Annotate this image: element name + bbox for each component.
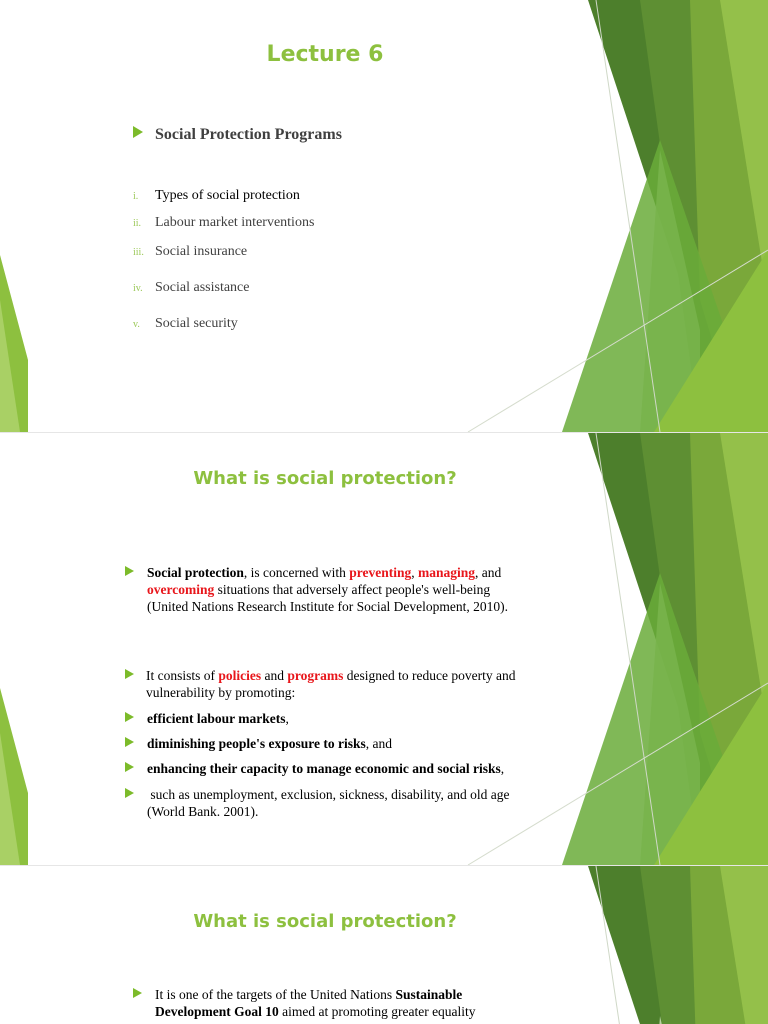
slide-2 bbox=[0, 433, 768, 865]
text: It is one of the targets of the United Nations bbox=[155, 987, 396, 1002]
list-item-label: Labour market interventions bbox=[155, 215, 315, 230]
bullet-arrow-icon bbox=[125, 762, 134, 772]
text: , is concerned with bbox=[243, 565, 350, 580]
highlight: policies bbox=[218, 668, 262, 683]
list-item-number: i. bbox=[133, 191, 139, 202]
bullet-arrow-icon bbox=[133, 988, 142, 998]
highlight: programs bbox=[287, 668, 344, 683]
text: designed to reduce poverty and vulnerability by promoting: bbox=[146, 668, 516, 700]
section-heading-text: Social Protection Programs bbox=[155, 126, 342, 143]
text: , bbox=[411, 565, 418, 580]
bullet-item bbox=[133, 986, 513, 1020]
text: situations that adversely affect people's well-being (United Nations Research Institute for Social Development, 2010). bbox=[147, 582, 509, 614]
highlight: overcoming bbox=[147, 582, 215, 597]
text: , and bbox=[475, 565, 502, 580]
slide-1-title: Lecture 6 bbox=[266, 42, 384, 67]
bullet-arrow-icon bbox=[125, 669, 134, 679]
bullet-item bbox=[125, 564, 525, 615]
bullet-item bbox=[125, 667, 525, 701]
text: , and bbox=[365, 736, 393, 751]
bullet-item bbox=[125, 760, 525, 777]
term: diminishing people's exposure to risks bbox=[147, 736, 366, 751]
highlight: preventing bbox=[349, 565, 412, 580]
text: , bbox=[500, 761, 505, 776]
list-item-label: Social assistance bbox=[155, 280, 250, 295]
term: efficient labour markets bbox=[147, 711, 286, 726]
text: and bbox=[261, 668, 288, 683]
text: , bbox=[285, 711, 289, 726]
bullet-arrow-icon bbox=[125, 712, 134, 722]
list-item-number: ii. bbox=[133, 218, 142, 229]
bullet-item bbox=[125, 786, 525, 820]
term: Sustainable Development Goal 10 bbox=[155, 987, 463, 1019]
list-item-number: v. bbox=[133, 319, 140, 330]
slide-3 bbox=[0, 866, 768, 1024]
bullet-arrow-icon bbox=[125, 788, 134, 798]
bullet-arrow-icon bbox=[125, 566, 134, 576]
highlight: managing bbox=[417, 565, 475, 580]
list-item-label: Social insurance bbox=[155, 244, 248, 259]
bullet-item bbox=[125, 735, 525, 752]
slide-1 bbox=[0, 0, 768, 432]
text: such as unemployment, exclusion, sickness, disability, and old age (World Bank. 2001). bbox=[147, 787, 513, 819]
bullet-item bbox=[125, 710, 525, 727]
text: aimed at promoting greater equality bbox=[278, 1004, 476, 1019]
bullet-arrow-icon bbox=[133, 126, 143, 138]
list-item-label: Types of social protection bbox=[155, 188, 300, 203]
text: It consists of bbox=[146, 668, 219, 683]
slide-2-title: What is social protection? bbox=[193, 468, 457, 489]
bullet-arrow-icon bbox=[125, 737, 134, 747]
list-item-number: iv. bbox=[133, 283, 143, 294]
list-item-number: iii. bbox=[133, 247, 144, 258]
term: enhancing their capacity to manage economic and social risks bbox=[147, 761, 501, 776]
section-heading bbox=[133, 126, 342, 144]
term: Social protection bbox=[147, 565, 244, 580]
slide-3-title: What is social protection? bbox=[193, 911, 457, 932]
list-item-label: Social security bbox=[155, 316, 238, 331]
